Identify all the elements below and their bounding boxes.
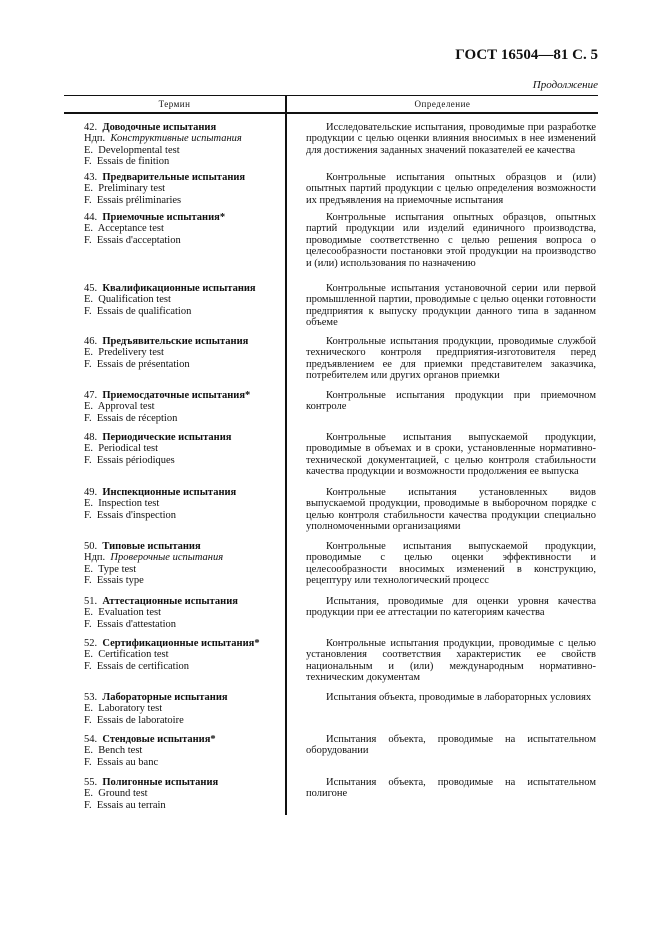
term-name: Периодические испытания (102, 432, 232, 443)
english-term: E. Predelivery test (84, 347, 164, 359)
term-number: 51. (84, 596, 98, 607)
term-cell (84, 777, 284, 811)
term-name: Доводочные испытания (102, 122, 217, 133)
english-term: E. Ground test (84, 788, 148, 800)
definition-text: Испытания объекта, проводимые на испытательном оборудовании (306, 734, 596, 757)
french-term: F. Essais périodiques (84, 454, 175, 466)
term-number: 55. (84, 777, 98, 788)
term-name: Стендовые испытания* (102, 734, 216, 745)
french-term: F. Essais de certification (84, 660, 190, 672)
term-name: Лабораторные испытания (102, 692, 228, 703)
ndp-label: Ндп. (84, 552, 106, 564)
term-cell (84, 432, 284, 466)
english-term: E. Acceptance test (84, 223, 164, 235)
term-cell (84, 336, 284, 370)
french-term: F. Essais au terrain (84, 799, 166, 811)
definition-text: Исследовательские испытания, проводимые при разработке продукции с целью оценки влияния вносимых в нее изменений для достижения заданных значений показателей ее качества (306, 122, 596, 156)
english-term: E. Inspection test (84, 498, 160, 510)
definition-text: Контрольные испытания выпускаемой продукции, проводимые с целью оценки эффективности и целесообразности вносимых изменений в конструкцию, рецептуру или технологический процесс (306, 541, 596, 587)
term-cell (84, 390, 284, 424)
definition-text: Контрольные испытания установочной серии или первой промышленной партии, проводимые с целью оценки готовности предприятия к выпуску продукции данного типа в заданном объеме (306, 283, 596, 329)
term-name: Приемосдаточные испытания* (102, 390, 251, 401)
term-cell (84, 596, 284, 630)
table-top-rule (64, 95, 598, 96)
term-number: 47. (84, 390, 98, 401)
term-name: Приемочные испытания* (102, 212, 226, 223)
term-number: 48. (84, 432, 98, 443)
deprecated-term: Проверочные испытания (110, 552, 224, 564)
column-header-definition: Определение (414, 99, 471, 109)
definition-text: Контрольные испытания продукции, проводимые службой технического контроля предприятия-изготовителя перед предъявлением ее для приемки представителем заказчика, потребителем или других органов приемки (306, 336, 596, 382)
term-number: 50. (84, 541, 98, 552)
continuation-label: Продолжение (532, 79, 598, 91)
french-term: F. Essais de réception (84, 412, 178, 424)
term-number: 54. (84, 734, 98, 745)
english-term: E. Periodical test (84, 443, 159, 455)
document-header: ГОСТ 16504—81 С. 5 (455, 47, 598, 63)
english-term: E. Approval test (84, 401, 155, 413)
term-number: 52. (84, 638, 98, 649)
ndp-label: Ндп. (84, 133, 106, 145)
english-term: E. Bench test (84, 745, 143, 757)
english-term: E. Preliminary test (84, 183, 166, 195)
term-cell (84, 487, 284, 521)
term-cell (84, 212, 284, 246)
definition-text: Контрольные испытания выпускаемой продукции, проводимые в объемах и в сроки, установленные нормативно-технической документацией, с целью контроля стабильности качества продукции и возможности продолжения ее выпуска (306, 432, 596, 478)
french-term: F. Essais de présentation (84, 358, 190, 370)
term-name: Квалификационные испытания (102, 283, 256, 294)
term-name: Типовые испытания (102, 541, 201, 552)
term-cell (84, 692, 284, 726)
definition-text: Контрольные испытания установленных видов выпускаемой продукции, проводимые в выборочном порядке с целью контроля стабильности качества продукции специально уполномоченными организациями (306, 487, 596, 533)
term-cell (84, 541, 284, 587)
term-name: Предъявительские испытания (102, 336, 249, 347)
term-cell (84, 734, 284, 768)
english-term: E. Evaluation test (84, 607, 161, 619)
french-term: F. Essais d'inspection (84, 509, 177, 521)
definition-text: Контрольные испытания продукции, проводимые с целью установления соответствия характеристик ее свойств национальным и (или) международным нормативно-техническим документам (306, 638, 596, 684)
column-divider (285, 95, 287, 815)
term-name: Предварительные испытания (102, 172, 246, 183)
term-name: Полигонные испытания (102, 777, 219, 788)
french-term: F. Essais d'attestation (84, 618, 177, 630)
definition-text: Испытания объекта, проводимые в лабораторных условиях (326, 692, 592, 703)
english-term: E. Type test (84, 563, 137, 575)
french-term: F. Essais au banc (84, 756, 159, 768)
term-cell (84, 283, 284, 317)
french-term: F. Essais de laboratoire (84, 714, 184, 726)
term-name: Сертификационные испытания* (102, 638, 260, 649)
definition-text: Контрольные испытания опытных образцов и (или) опытных партий продукции с целью определения возможности их предъявления на приемочные испытания (306, 172, 596, 206)
term-name: Аттестационные испытания (102, 596, 238, 607)
term-number: 53. (84, 692, 98, 703)
term-number: 45. (84, 283, 98, 294)
french-term: F. Essais de qualification (84, 305, 192, 317)
definition-text: Контрольные испытания продукции при приемочном контроле (306, 390, 596, 413)
term-cell (84, 172, 284, 206)
term-number: 44. (84, 212, 98, 223)
term-number: 42. (84, 122, 98, 133)
french-term: F. Essais préliminaries (84, 194, 182, 206)
term-number: 49. (84, 487, 98, 498)
term-number: 43. (84, 172, 98, 183)
english-term: E. Laboratory test (84, 703, 163, 715)
term-cell (84, 122, 284, 168)
french-term: F. Essais de finition (84, 156, 170, 168)
term-number: 46. (84, 336, 98, 347)
term-name: Инспекционные испытания (102, 487, 237, 498)
definition-text: Испытания, проводимые для оценки уровня качества продукции при ее аттестации по категориям качества (306, 596, 596, 619)
english-term: E. Developmental test (84, 144, 180, 156)
english-term: E. Certification test (84, 649, 169, 661)
french-term: F. Essais type (84, 575, 144, 587)
definition-text: Испытания объекта, проводимые на испытательном полигоне (306, 777, 596, 800)
deprecated-term: Конструктивные испытания (110, 133, 242, 145)
term-cell (84, 638, 284, 672)
french-term: F. Essais d'acceptation (84, 234, 181, 246)
english-term: E. Qualification test (84, 294, 171, 306)
table-header-rule (64, 112, 598, 114)
definition-text: Контрольные испытания опытных образцов, опытных партий продукции или изделий единичного производства, проводимые соответственно с целью решения вопроса о целесообразности постановки этой продукции на производство и (или) использования по назначению (306, 212, 596, 269)
column-header-term: Термин (158, 99, 191, 109)
